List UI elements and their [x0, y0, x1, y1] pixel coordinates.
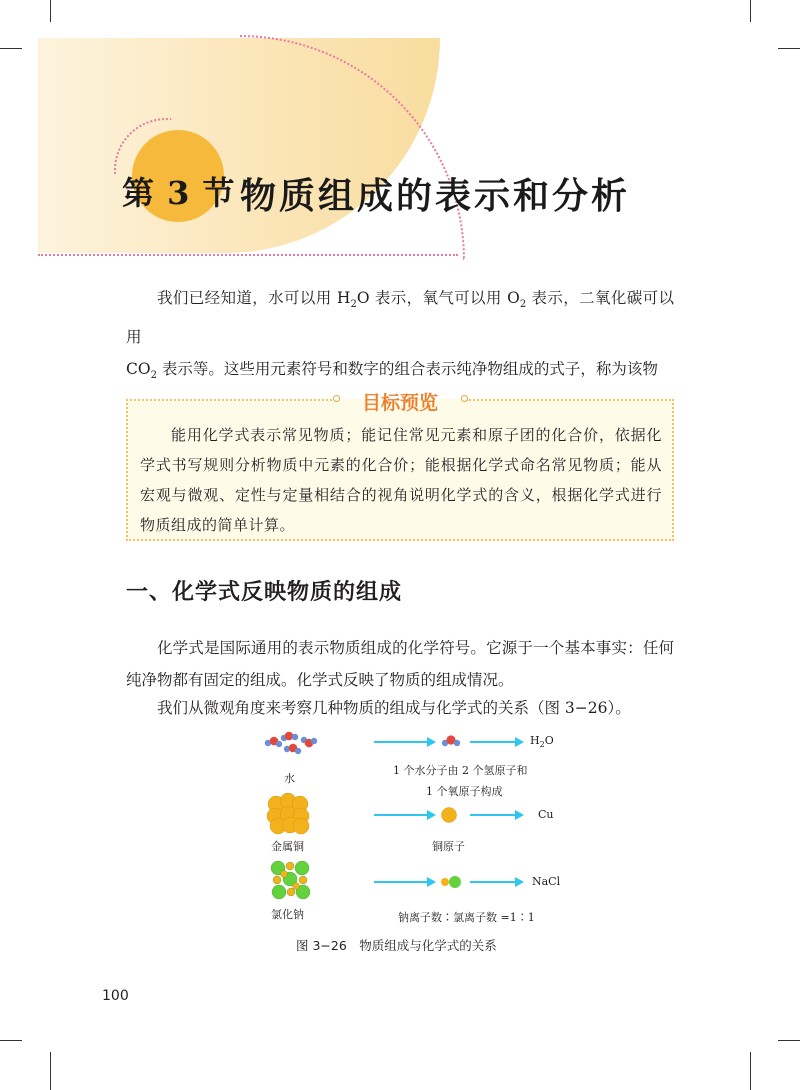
- water-molecule: [265, 737, 282, 748]
- copper-label: 金属铜: [271, 840, 304, 853]
- crop-mark: [750, 0, 751, 22]
- intro-paragraph: 我们已经知道，水可以用 $H_2O$ 表示，氧气可以用 $O_2$ 表示，二氧化碳可以用 $CO_2$ 表示等。这些用元素符号和数字的组合表示纯净物组成的式子，称为该物: [126, 282, 674, 424]
- crop-mark: [50, 0, 51, 22]
- section-paragraph-2: 我们从微观角度来考察几种物质的组成与化学式的关系（图 3−26）。: [157, 699, 631, 717]
- water-description-line1: 1 个水分子由 2 个氢原子和: [393, 764, 528, 777]
- section-heading: 一、化学式反映物质的组成: [126, 580, 403, 605]
- arrow: [374, 741, 434, 743]
- crop-mark: [750, 1052, 751, 1090]
- water-label: 水: [284, 772, 295, 785]
- crop-mark: [0, 48, 22, 49]
- copper-description: 铜原子: [432, 840, 465, 853]
- objectives-text: 能用化学式表示常见物质；能记住常见元素和原子团的化合价，依据化学式书写规则分析物质中元素的化合价；能根据化学式命名常见物质；能从宏观与微观、定性与定量相结合的视角说明化学式的含义，根据化学式进行物质组成的简单计算。: [140, 426, 662, 534]
- arrow: [470, 741, 522, 743]
- arrow: [374, 814, 434, 816]
- water-molecule: [281, 732, 298, 742]
- section-number: 第 3 节: [122, 174, 236, 212]
- section-title: 物质组成的表示和分析: [240, 175, 631, 217]
- arrow: [374, 881, 434, 883]
- water-molecules-icon: [258, 728, 322, 764]
- crop-mark: [50, 1052, 51, 1090]
- sodium-chloride-ions-icon: [438, 874, 464, 890]
- salt-label: 氯化钠: [271, 908, 304, 921]
- page-number: 100: [102, 988, 129, 1004]
- copper-atom-icon: [440, 806, 458, 824]
- crop-mark: [0, 1040, 22, 1041]
- arrow: [470, 814, 522, 816]
- salt-formula: NaCl: [532, 875, 561, 888]
- objectives-title-rule-left: [126, 399, 336, 401]
- water-molecule: [301, 737, 317, 748]
- salt-description: 钠离子数∶氯离子数 =1∶1: [398, 911, 535, 924]
- copper-lattice-icon: [266, 792, 312, 836]
- arrow: [470, 881, 522, 883]
- objectives-title-dot: [461, 395, 468, 402]
- figure-caption: 图 3−26 物质组成与化学式的关系: [296, 938, 497, 953]
- sodium-chloride-lattice-icon: [268, 858, 314, 902]
- objectives-title-rule-right: [466, 399, 674, 401]
- header-dotted-line: [38, 254, 458, 256]
- objectives-title-dot: [333, 395, 340, 402]
- water-formula: $H_2O$: [530, 734, 554, 750]
- crop-mark: [778, 1040, 800, 1041]
- copper-formula: Cu: [538, 808, 554, 821]
- water-description-line2: 1 个氧原子构成: [426, 785, 503, 798]
- water-molecule-icon: [440, 732, 462, 750]
- crop-mark: [778, 48, 800, 49]
- water-molecule: [284, 744, 301, 755]
- section-paragraph-1: 化学式是国际通用的表示物质组成的化学符号。它源于一个基本事实：任何纯净物都有固定的组成。化学式反映了物质的组成情况。: [126, 639, 674, 689]
- objectives-title: 目标预览: [361, 392, 438, 414]
